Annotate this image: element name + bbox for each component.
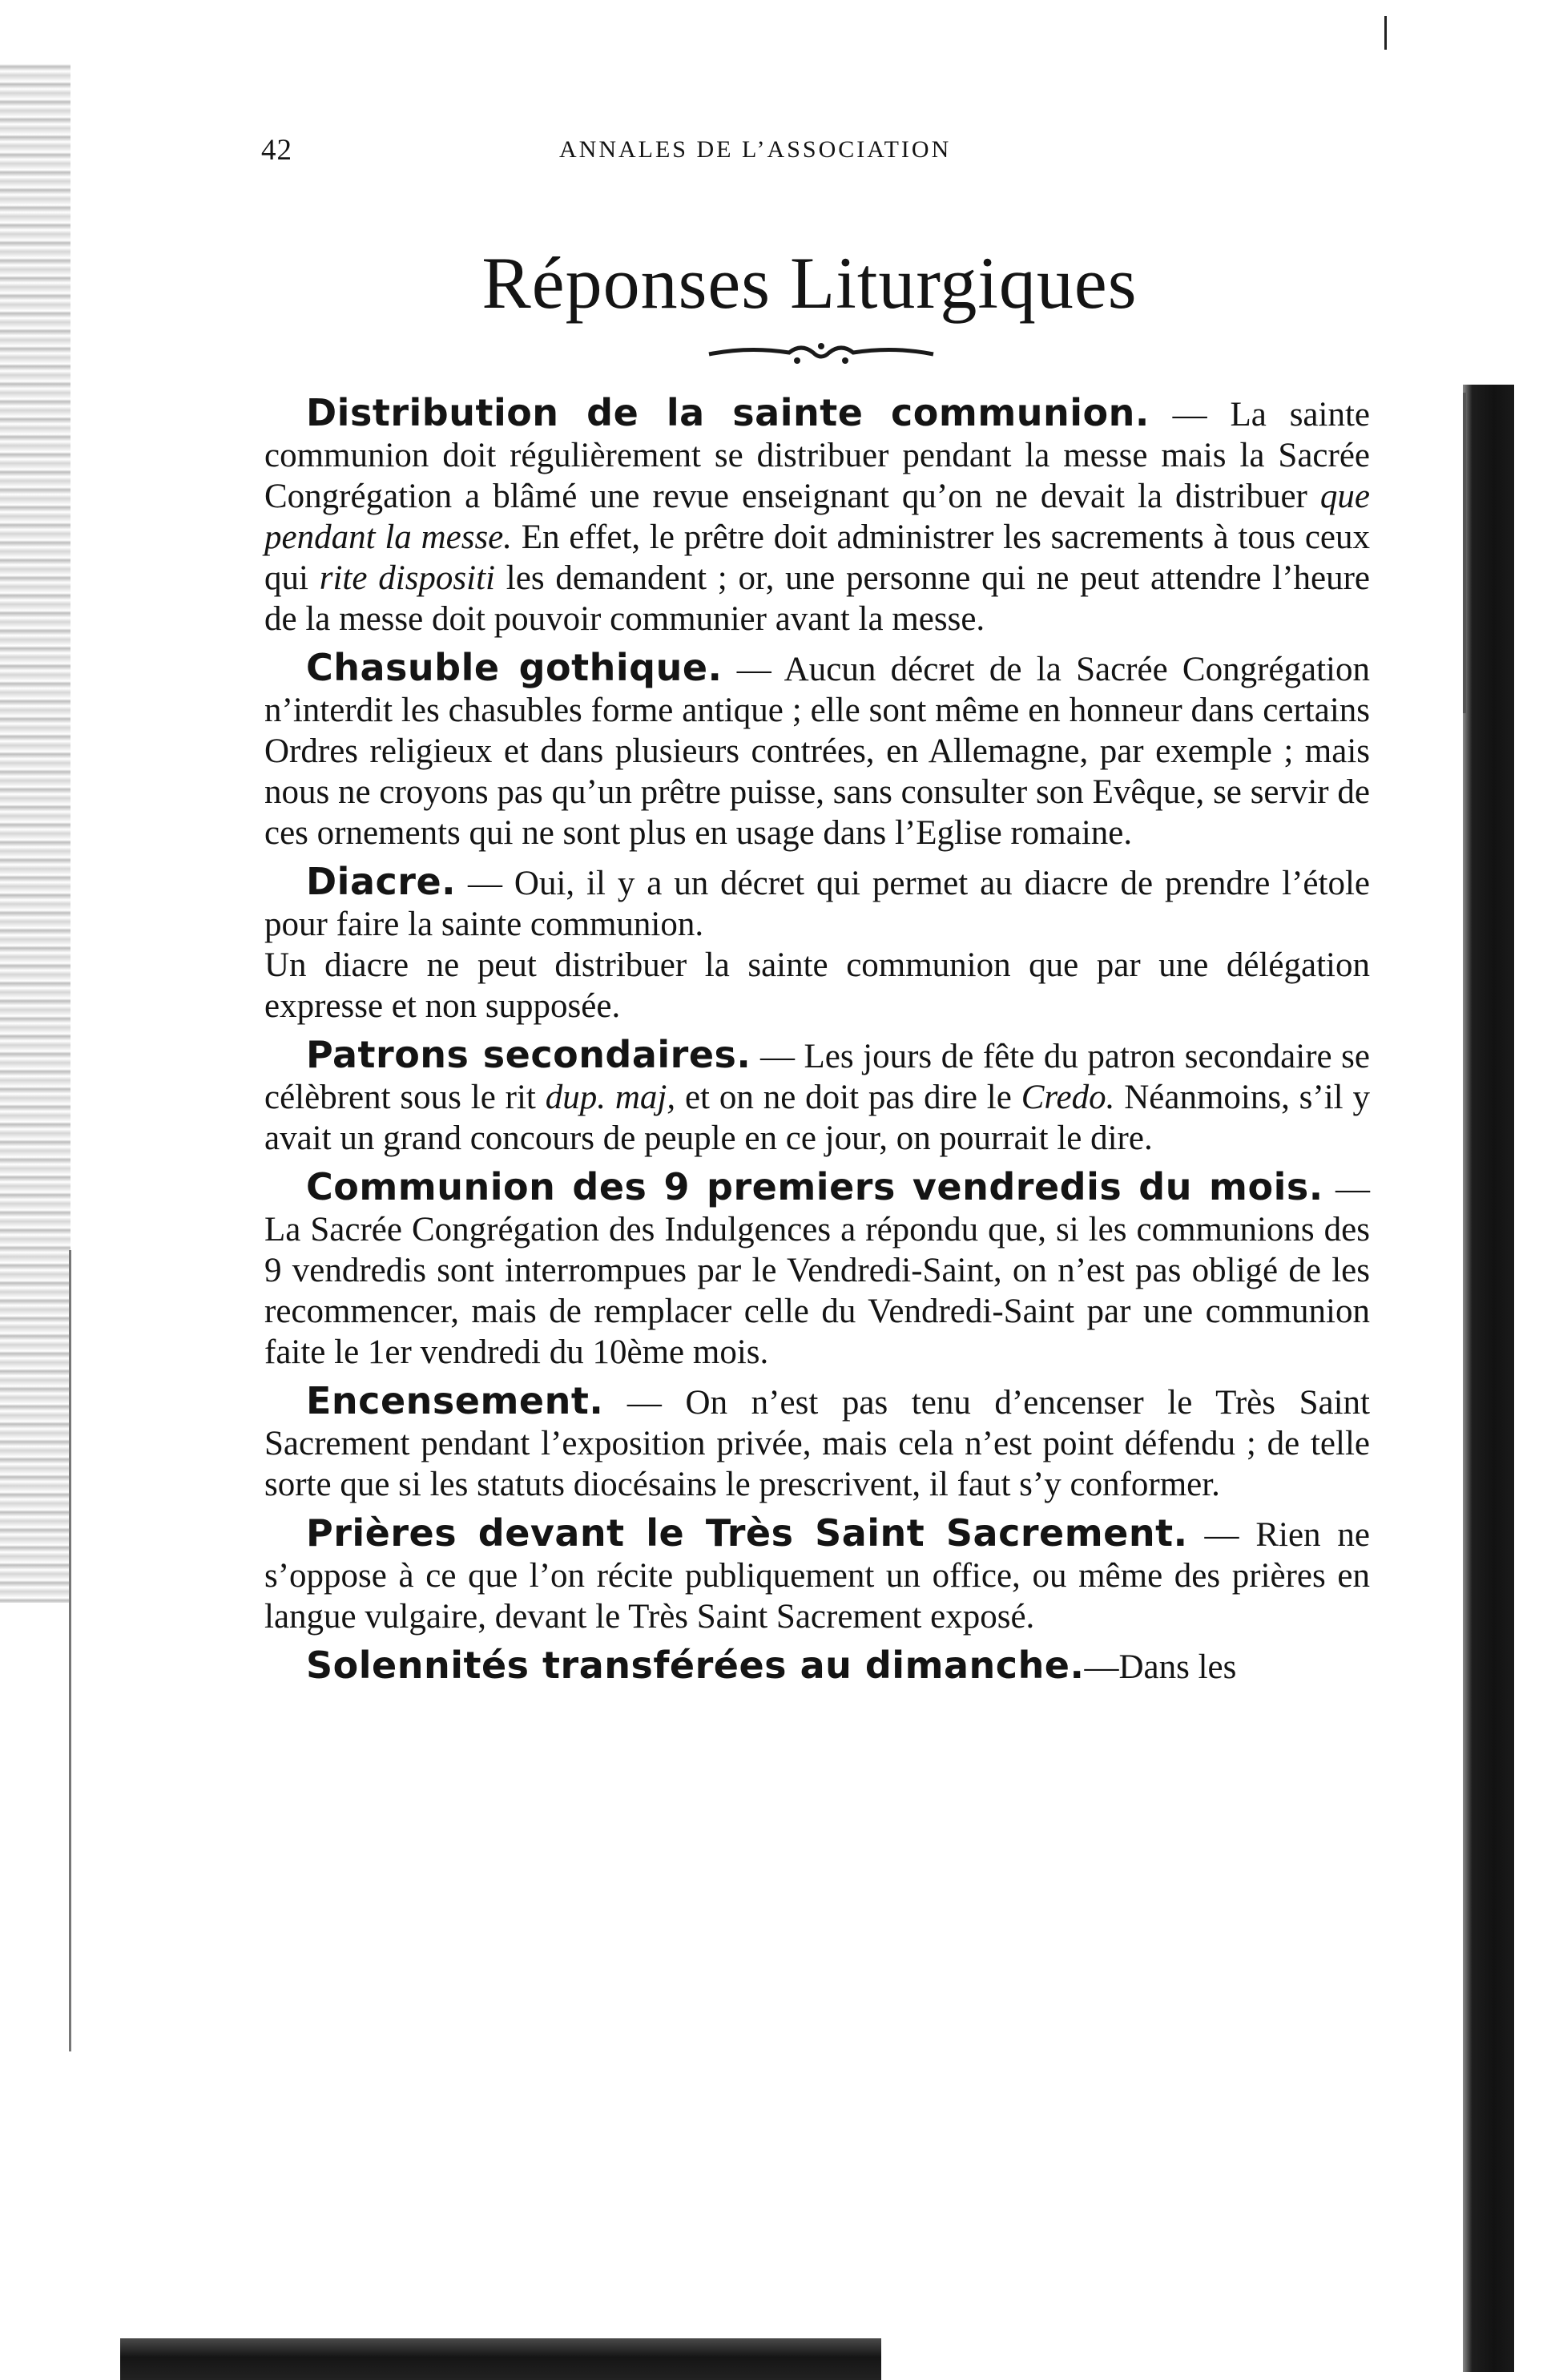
entry-italic: rite dispositi: [319, 559, 496, 597]
section-title: Réponses Liturgiques: [481, 242, 1138, 324]
entry-text: — Oui, il y a un décret qui permet au diacre de prendre l’étole pour faire la sainte communion.: [264, 865, 1370, 943]
entry-heading: Chasuble gothique.: [306, 646, 723, 689]
entry-text: — Aucun décret de la Sacrée Congrégation n’interdit les chasubles forme antique ; elle sont même en honneur dans certains Ordres religieux et dans plusieurs contrées, en Allemagne, par exemple ; mais nous ne croyons pas qu’un prêtre puisse, sans consulter son Evêque, se servir de ces ornements qui ne sont plus en usage dans l’Eglise romaine.: [264, 651, 1371, 852]
entry-distribution: [264, 393, 1370, 639]
entry-italic: que pendant la messe.: [264, 478, 1370, 556]
entry-text: — La sainte communion doit régulièrement se distribuer pendant la messe mais la Sacrée Congrégation a blâmé une revue enseignant qu’on ne devait la distribuer: [264, 396, 1370, 515]
entry-heading: Solennités transférées au dimanche.: [306, 1644, 1085, 1687]
right-page-edge-shadow: [1463, 385, 1514, 2372]
entry-chasuble: [264, 647, 1370, 853]
entry-heading: Diacre.: [306, 860, 457, 903]
entry-text: et on ne doit pas dire le: [675, 1079, 1021, 1116]
page-number: 42: [261, 134, 292, 167]
entry-text: Un diacre ne peut distribuer la sainte communion que par une délégation expresse et non supposée.: [264, 946, 1370, 1025]
fleuron-ornament: [701, 337, 941, 369]
entry-text: En effet, le prêtre doit administrer les sacrements à tous ceux qui: [264, 518, 1371, 597]
entry-italic: Credo.: [1021, 1079, 1115, 1116]
entry-diacre-continued: [264, 945, 1370, 1027]
entry-text: — On n’est pas tenu d’encenser le Très Saint Sacrement pendant l’exposition privée, mais cela n’est point défendu ; de telle sorte que si les statuts diocésains le prescrivent, il faut s’y conformer.: [264, 1384, 1370, 1503]
entry-heading: Communion des 9 premiers vendredis du mois.: [306, 1165, 1323, 1208]
right-edge-highlight: [1463, 393, 1466, 713]
running-title: ANNALES DE L’ASSOCIATION: [559, 136, 952, 163]
left-edge-line: [69, 1250, 71, 2051]
top-scan-mark: [1384, 16, 1387, 50]
entry-prieres: [264, 1513, 1370, 1637]
entry-heading: Encensement.: [306, 1379, 604, 1422]
entry-diacre: [264, 861, 1370, 945]
body-text: [264, 393, 1370, 1696]
entry-text: — Rien ne s’oppose à ce que l’on récite publiquement un office, ou même des prières en langue vulgaire, devant le Très Saint Sacrement exposé.: [264, 1516, 1370, 1636]
entry-text: —Dans les: [1084, 1648, 1237, 1686]
entry-solennites: [264, 1645, 1370, 1688]
running-head: [261, 133, 1367, 173]
entry-text: — Les jours de fête du patron secondaire se célèbrent sous le rit: [264, 1038, 1370, 1116]
entry-italic: dup. maj,: [545, 1079, 676, 1116]
entry-heading: Patrons secondaires.: [306, 1033, 751, 1076]
bottom-scan-bar: [120, 2338, 881, 2380]
entry-encensement: [264, 1381, 1370, 1505]
entry-text: — La Sacrée Congrégation des Indulgences a répondu que, si les communions des 9 vendredis sont interrompues par le Vendredi-Saint, on n’est pas obligé de les recommencer, mais de remplacer celle du Vendredi-Saint par une communion faite le 1er vendredi du 10ème mois.: [264, 1170, 1370, 1371]
entry-text: Néanmoins, s’il y avait un grand concours de peuple en ce jour, on pourrait le dire.: [264, 1079, 1370, 1157]
entry-patrons: [264, 1035, 1370, 1159]
entry-heading: Distribution de la sainte communion.: [306, 391, 1150, 434]
entry-heading: Prières devant le Très Saint Sacrement.: [306, 1511, 1188, 1555]
entry-text: les demandent ; or, une personne qui ne peut attendre l’heure de la messe doit pouvoir communier avant la messe.: [264, 559, 1371, 638]
entry-communion-vendredis: [264, 1167, 1370, 1373]
